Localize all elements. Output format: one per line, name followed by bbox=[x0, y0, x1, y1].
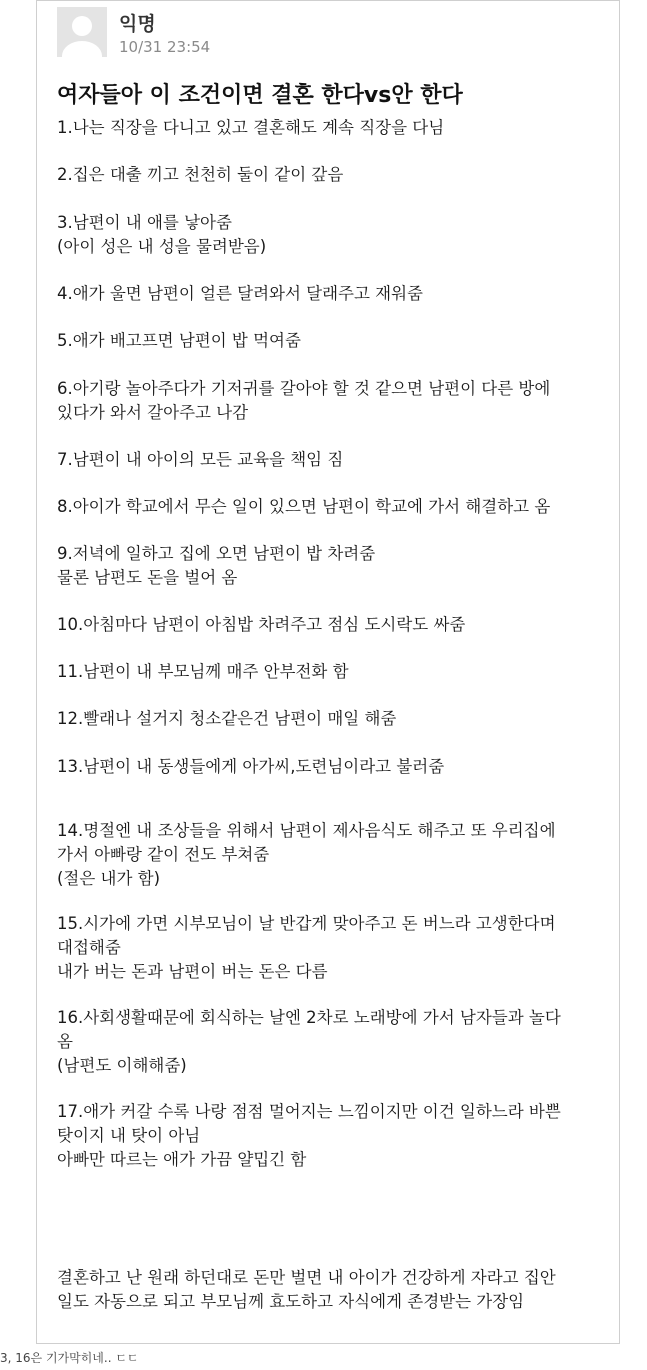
list-item: 3.남편이 내 애를 낳아줌 (아이 성은 내 성을 물려받음) bbox=[57, 213, 267, 256]
list-item: 6.아기랑 놀아주다가 기저귀를 갈아야 할 것 같으면 남편이 다른 방에 있다가 와서 갈아주고 나감 bbox=[57, 379, 551, 422]
author-name: 익명 bbox=[119, 13, 156, 35]
list-item: 10.아침마다 남편이 아침밥 차려주고 점심 도시락도 싸줌 bbox=[57, 615, 466, 634]
post-screenshot bbox=[36, 0, 620, 1344]
list-item: 1.나는 직장을 다니고 있고 결혼해도 계속 직장을 다님 bbox=[57, 118, 445, 137]
list-item: 2.집은 대출 끼고 천천히 둘이 같이 갚음 bbox=[57, 165, 344, 184]
list-item: 8.아이가 학교에서 무슨 일이 있으면 남편이 학교에 가서 해결하고 옴 bbox=[57, 497, 551, 516]
list-item: 12.빨래나 설거지 청소같은건 남편이 매일 해줌 bbox=[57, 709, 397, 728]
caption-comment: 3, 16은 기가막히네.. ㄷㄷ bbox=[0, 1351, 139, 1365]
post-title: 여자들아 이 조건이면 결혼 한다vs안 한다 bbox=[57, 83, 463, 108]
avatar bbox=[57, 7, 107, 57]
list-item: 15.시가에 가면 시부모님이 날 반갑게 맞아주고 돈 버느라 고생한다며 대접해줌 내가 버는 돈과 남편이 버는 돈은 다름 bbox=[57, 914, 556, 981]
list-item: 4.애가 울면 남편이 얼른 달려와서 달래주고 재워줌 bbox=[57, 284, 423, 303]
avatar-head-shape bbox=[72, 16, 92, 36]
list-item: 14.명절엔 내 조상들을 위해서 남편이 제사음식도 해주고 또 우리집에 가서 아빠랑 같이 전도 부쳐줌 (절은 내가 함) bbox=[57, 821, 556, 888]
avatar-body-shape bbox=[62, 41, 102, 57]
list-item: 5.애가 배고프면 남편이 밥 먹여줌 bbox=[57, 331, 301, 350]
post-timestamp: 10/31 23:54 bbox=[119, 38, 211, 56]
list-item: 13.남편이 내 동생들에게 아가씨,도련님이라고 불러줌 bbox=[57, 757, 445, 776]
list-item: 17.애가 커갈 수록 나랑 점점 멀어지는 느낌이지만 이건 일하느라 바쁜 탓이지 내 탓이 아님 아빠만 따르는 애가 가끔 얄밉긴 함 bbox=[57, 1102, 561, 1169]
list-item: 11.남편이 내 부모님께 매주 안부전화 함 bbox=[57, 662, 349, 681]
list-item: 7.남편이 내 아이의 모든 교육을 책임 짐 bbox=[57, 450, 344, 469]
closing-paragraph: 결혼하고 난 원래 하던대로 돈만 벌면 내 아이가 건강하게 자라고 집안 일도 자동으로 되고 부모님께 효도하고 자식에게 존경받는 가장임 bbox=[57, 1268, 556, 1311]
list-item: 9.저녁에 일하고 집에 오면 남편이 밥 차려줌 물론 남편도 돈을 벌어 옴 bbox=[57, 544, 376, 587]
list-item: 16.사회생활때문에 회식하는 날엔 2차로 노래방에 가서 남자들과 놀다 옴 (남편도 이해해줌) bbox=[57, 1008, 561, 1075]
